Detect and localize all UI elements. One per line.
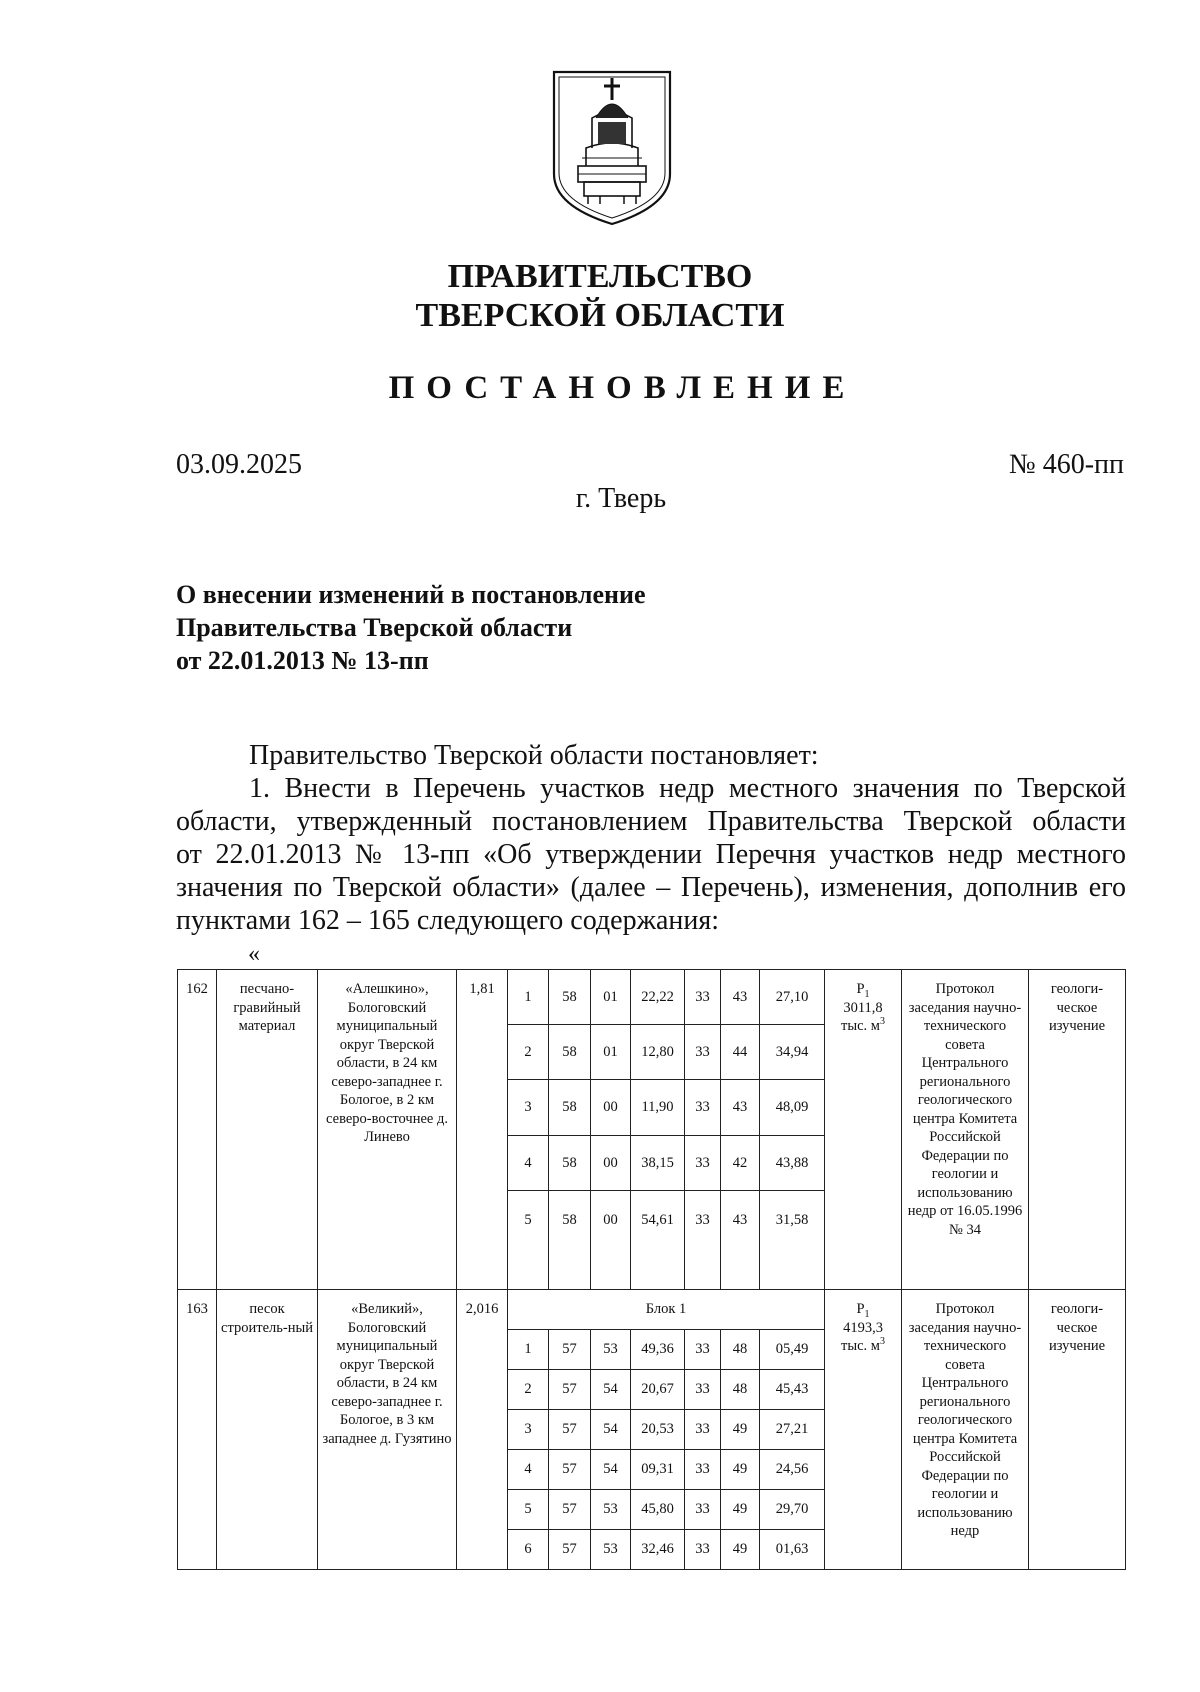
intro-paragraph: Правительство Тверской области постановляет: — [249, 740, 819, 771]
lon-min: 49 — [721, 1530, 760, 1570]
resource-category: P — [856, 1301, 865, 1317]
lat-sec: 45,80 — [631, 1490, 685, 1530]
decree-subject — [176, 578, 646, 677]
opening-quote: « — [248, 941, 260, 967]
lat-sec: 11,90 — [631, 1080, 685, 1136]
resources — [825, 1290, 902, 1570]
lat-deg: 57 — [549, 1410, 591, 1450]
paragraph-line: пунктами 162 – 165 следующего содержания: — [176, 905, 720, 936]
lat-sec: 49,36 — [631, 1330, 685, 1370]
resource-category-sub: 1 — [864, 988, 870, 1000]
paragraph-line: значения по Тверской области» (далее – Перечень), изменения, дополнив его — [176, 872, 1126, 903]
lat-sec: 32,46 — [631, 1530, 685, 1570]
lon-deg: 33 — [685, 1191, 721, 1290]
lat-deg: 58 — [549, 1136, 591, 1191]
lat-deg: 57 — [549, 1490, 591, 1530]
lat-min: 00 — [591, 1136, 631, 1191]
site-area: 1,81 — [457, 970, 508, 1290]
decree-date: 03.09.2025 — [176, 449, 302, 480]
lon-min: 49 — [721, 1450, 760, 1490]
lat-min: 53 — [591, 1530, 631, 1570]
mineral-type: песок строитель-ный — [217, 1290, 318, 1570]
point-number: 3 — [508, 1080, 549, 1136]
site-description: «Великий», Бологовский муниципальный округ Тверской области, в 24 км северо-западнее г. Бологое, в 3 км западнее д. Гузятино — [318, 1290, 457, 1570]
lon-deg: 33 — [685, 1490, 721, 1530]
lat-min: 01 — [591, 970, 631, 1025]
site-area: 2,016 — [457, 1290, 508, 1570]
lat-sec: 09,31 — [631, 1450, 685, 1490]
source-document: Протокол заседания научно-технического совета Центрального регионального геологического центра Комитета Российской Федерации по геологии и использованию недр — [902, 1290, 1029, 1570]
lat-min: 01 — [591, 1025, 631, 1080]
mineral-type: песчано-гравийный материал — [217, 970, 318, 1290]
subject-line: О внесении изменений в постановление — [176, 580, 646, 609]
lon-deg: 33 — [685, 1370, 721, 1410]
resource-value: 3011,8 — [843, 999, 883, 1016]
resource-unit: тыс. м — [841, 1338, 880, 1354]
lat-deg: 58 — [549, 970, 591, 1025]
point-number: 5 — [508, 1490, 549, 1530]
source-document: Протокол заседания научно-технического совета Центрального регионального геологического центра Комитета Российской Федерации по геологии и использованию недр от 16.05.1996 № 34 — [902, 970, 1029, 1290]
resource-unit-sup: 3 — [879, 1016, 885, 1028]
resource-category: P — [856, 981, 865, 997]
lat-min: 53 — [591, 1490, 631, 1530]
lon-min: 43 — [721, 970, 760, 1025]
decree-title: ПОСТАНОВЛЕНИЕ — [388, 370, 857, 406]
lat-sec: 22,22 — [631, 970, 685, 1025]
lon-sec: 29,70 — [760, 1490, 825, 1530]
usage-purpose: геологи-ческое изучение — [1029, 970, 1126, 1290]
lon-min: 44 — [721, 1025, 760, 1080]
lat-min: 00 — [591, 1191, 631, 1290]
lat-min: 54 — [591, 1370, 631, 1410]
subject-line: от 22.01.2013 № 13-пп — [176, 646, 429, 675]
lon-min: 42 — [721, 1136, 760, 1191]
resource-unit-sup: 3 — [879, 1336, 885, 1348]
lat-deg: 57 — [549, 1370, 591, 1410]
lon-min: 49 — [721, 1490, 760, 1530]
lon-sec: 27,10 — [760, 970, 825, 1025]
point-number: 6 — [508, 1530, 549, 1570]
point-number: 2 — [508, 1370, 549, 1410]
decree-number: № 460-пп — [1008, 449, 1124, 480]
point-number: 4 — [508, 1136, 549, 1191]
lon-sec: 31,58 — [760, 1191, 825, 1290]
point-number: 1 — [508, 970, 549, 1025]
lon-sec: 27,21 — [760, 1410, 825, 1450]
lat-deg: 57 — [549, 1330, 591, 1370]
usage-purpose: геологи-ческое изучение — [1029, 1290, 1126, 1570]
subject-line: Правительства Тверской области — [176, 613, 573, 642]
tver-coat-of-arms-icon — [548, 70, 676, 226]
lat-min: 54 — [591, 1410, 631, 1450]
lon-deg: 33 — [685, 1330, 721, 1370]
table-row — [178, 970, 1126, 1025]
lat-sec: 20,67 — [631, 1370, 685, 1410]
lon-sec: 05,49 — [760, 1330, 825, 1370]
lon-min: 43 — [721, 1080, 760, 1136]
point-number: 1 — [508, 1330, 549, 1370]
lon-deg: 33 — [685, 1410, 721, 1450]
lat-sec: 12,80 — [631, 1025, 685, 1080]
lat-sec: 54,61 — [631, 1191, 685, 1290]
lon-deg: 33 — [685, 1025, 721, 1080]
lat-deg: 57 — [549, 1530, 591, 1570]
row-number: 162 — [178, 970, 217, 1290]
lon-deg: 33 — [685, 1080, 721, 1136]
lon-deg: 33 — [685, 1136, 721, 1191]
row-number: 163 — [178, 1290, 217, 1570]
decree-city: г. Тверь — [575, 483, 667, 514]
resources — [825, 970, 902, 1290]
lat-sec: 38,15 — [631, 1136, 685, 1191]
resource-unit: тыс. м — [841, 1018, 880, 1034]
point-number: 2 — [508, 1025, 549, 1080]
lon-sec: 43,88 — [760, 1136, 825, 1191]
lat-min: 54 — [591, 1450, 631, 1490]
lon-sec: 48,09 — [760, 1080, 825, 1136]
lat-deg: 58 — [549, 1191, 591, 1290]
lon-min: 49 — [721, 1410, 760, 1450]
point-number: 5 — [508, 1191, 549, 1290]
government-title-line1: ПРАВИТЕЛЬСТВО — [447, 258, 753, 295]
lon-deg: 33 — [685, 1450, 721, 1490]
lon-deg: 33 — [685, 970, 721, 1025]
table-row — [178, 1290, 1126, 1330]
lon-min: 48 — [721, 1370, 760, 1410]
lon-sec: 45,43 — [760, 1370, 825, 1410]
paragraph-line: 1. Внести в Перечень участков недр местного значения по Тверской — [249, 773, 1126, 804]
lon-min: 43 — [721, 1191, 760, 1290]
lat-deg: 58 — [549, 1080, 591, 1136]
subsoil-sites-table — [177, 969, 1126, 1570]
paragraph-line: области, утвержденный постановлением Правительства Тверской области — [176, 806, 1126, 837]
lon-sec: 01,63 — [760, 1530, 825, 1570]
lat-deg: 58 — [549, 1025, 591, 1080]
lon-deg: 33 — [685, 1530, 721, 1570]
lon-sec: 24,56 — [760, 1450, 825, 1490]
paragraph-1 — [176, 772, 1126, 937]
resource-value: 4193,3 — [843, 1319, 883, 1336]
point-number: 4 — [508, 1450, 549, 1490]
resource-category-sub: 1 — [864, 1308, 870, 1320]
government-title-line2: ТВЕРСКОЙ ОБЛАСТИ — [415, 297, 785, 334]
lon-min: 48 — [721, 1330, 760, 1370]
lat-sec: 20,53 — [631, 1410, 685, 1450]
point-number: 3 — [508, 1410, 549, 1450]
lat-min: 00 — [591, 1080, 631, 1136]
lon-sec: 34,94 — [760, 1025, 825, 1080]
block-label: Блок 1 — [508, 1290, 825, 1330]
lat-deg: 57 — [549, 1450, 591, 1490]
paragraph-line: от 22.01.2013 № 13-пп «Об утверждении Перечня участков недр местного — [176, 839, 1126, 870]
lat-min: 53 — [591, 1330, 631, 1370]
site-description: «Алешкино», Бологовский муниципальный округ Тверской области, в 24 км северо-западнее г. Бологое, в 2 км северо-восточнее д. Линево — [318, 970, 457, 1290]
